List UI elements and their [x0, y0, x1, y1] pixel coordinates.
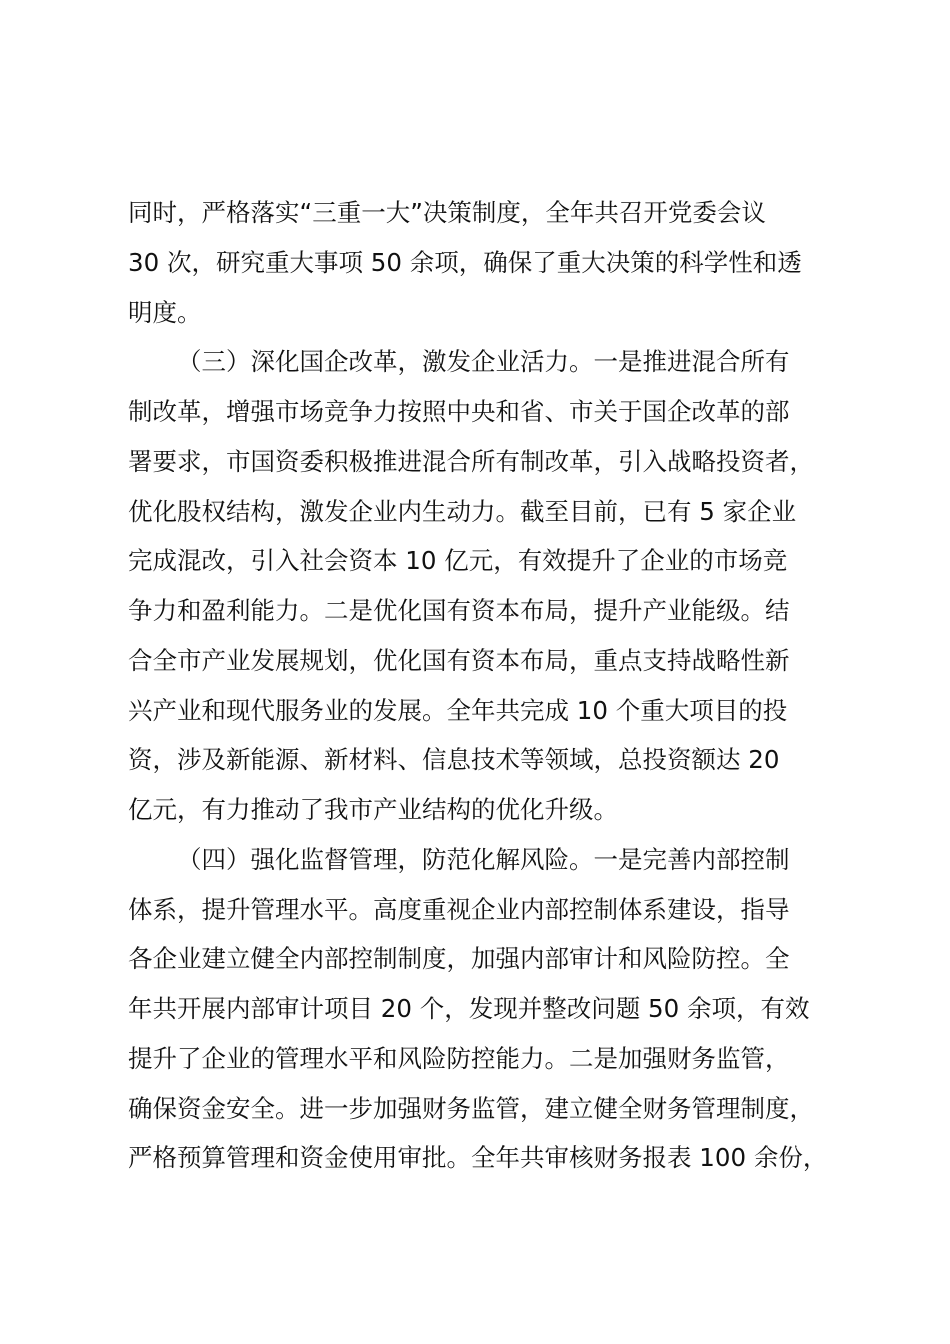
text-line: 资，涉及新能源、新材料、信息技术等领域，总投资额达 20: [128, 745, 780, 775]
text-line: 年共开展内部审计项目 20 个，发现并整改问题 50 余项，有效: [128, 994, 810, 1023]
text-line: 优化股权结构，激发企业内生动力。截至目前，已有 5 家企业: [128, 496, 797, 526]
text-line: 明度。: [128, 297, 202, 327]
text-line: 体系，提升管理水平。高度重视企业内部控制体系建设，指导: [128, 894, 790, 924]
text-line: 署要求，市国资委积极推进混合所有制改革，引入战略投资者，: [128, 446, 814, 476]
document-body: [128, 188, 838, 1183]
text-line: 30 次，研究重大事项 50 余项，确保了重大决策的科学性和透: [128, 247, 802, 277]
text-line: 亿元，有力推动了我市产业结构的优化升级。: [128, 795, 618, 824]
text-line: （三）深化国企改革，激发企业活力。一是推进混合所有: [177, 347, 790, 377]
text-line: 确保资金安全。进一步加强财务监管，建立健全财务管理制度，: [128, 1093, 814, 1123]
text-line: 同时，严格落实“三重一大”决策制度，全年共召开党委会议: [128, 198, 766, 227]
text-line: （四）强化监督管理，防范化解风险。一是完善内部控制: [177, 844, 790, 874]
text-line: 完成混改，引入社会资本 10 亿元，有效提升了企业的市场竞: [128, 546, 788, 576]
text-line: 争力和盈利能力。二是优化国有资本布局，提升产业能级。结: [128, 596, 790, 625]
text-line: 制改革，增强市场竞争力按照中央和省、市关于国企改革的部: [128, 397, 790, 426]
text-line: 严格预算管理和资金使用审批。全年共审核财务报表 100 余份，: [128, 1143, 828, 1173]
text-line: 兴产业和现代服务业的发展。全年共完成 10 个重大项目的投: [128, 695, 788, 725]
text-line: 提升了企业的管理水平和风险防控能力。二是加强财务监管，: [128, 1043, 790, 1073]
text-line: 各企业建立健全内部控制制度，加强内部审计和风险防控。全: [128, 944, 790, 974]
text-line: 合全市产业发展规划，优化国有资本布局，重点支持战略性新: [128, 645, 790, 675]
